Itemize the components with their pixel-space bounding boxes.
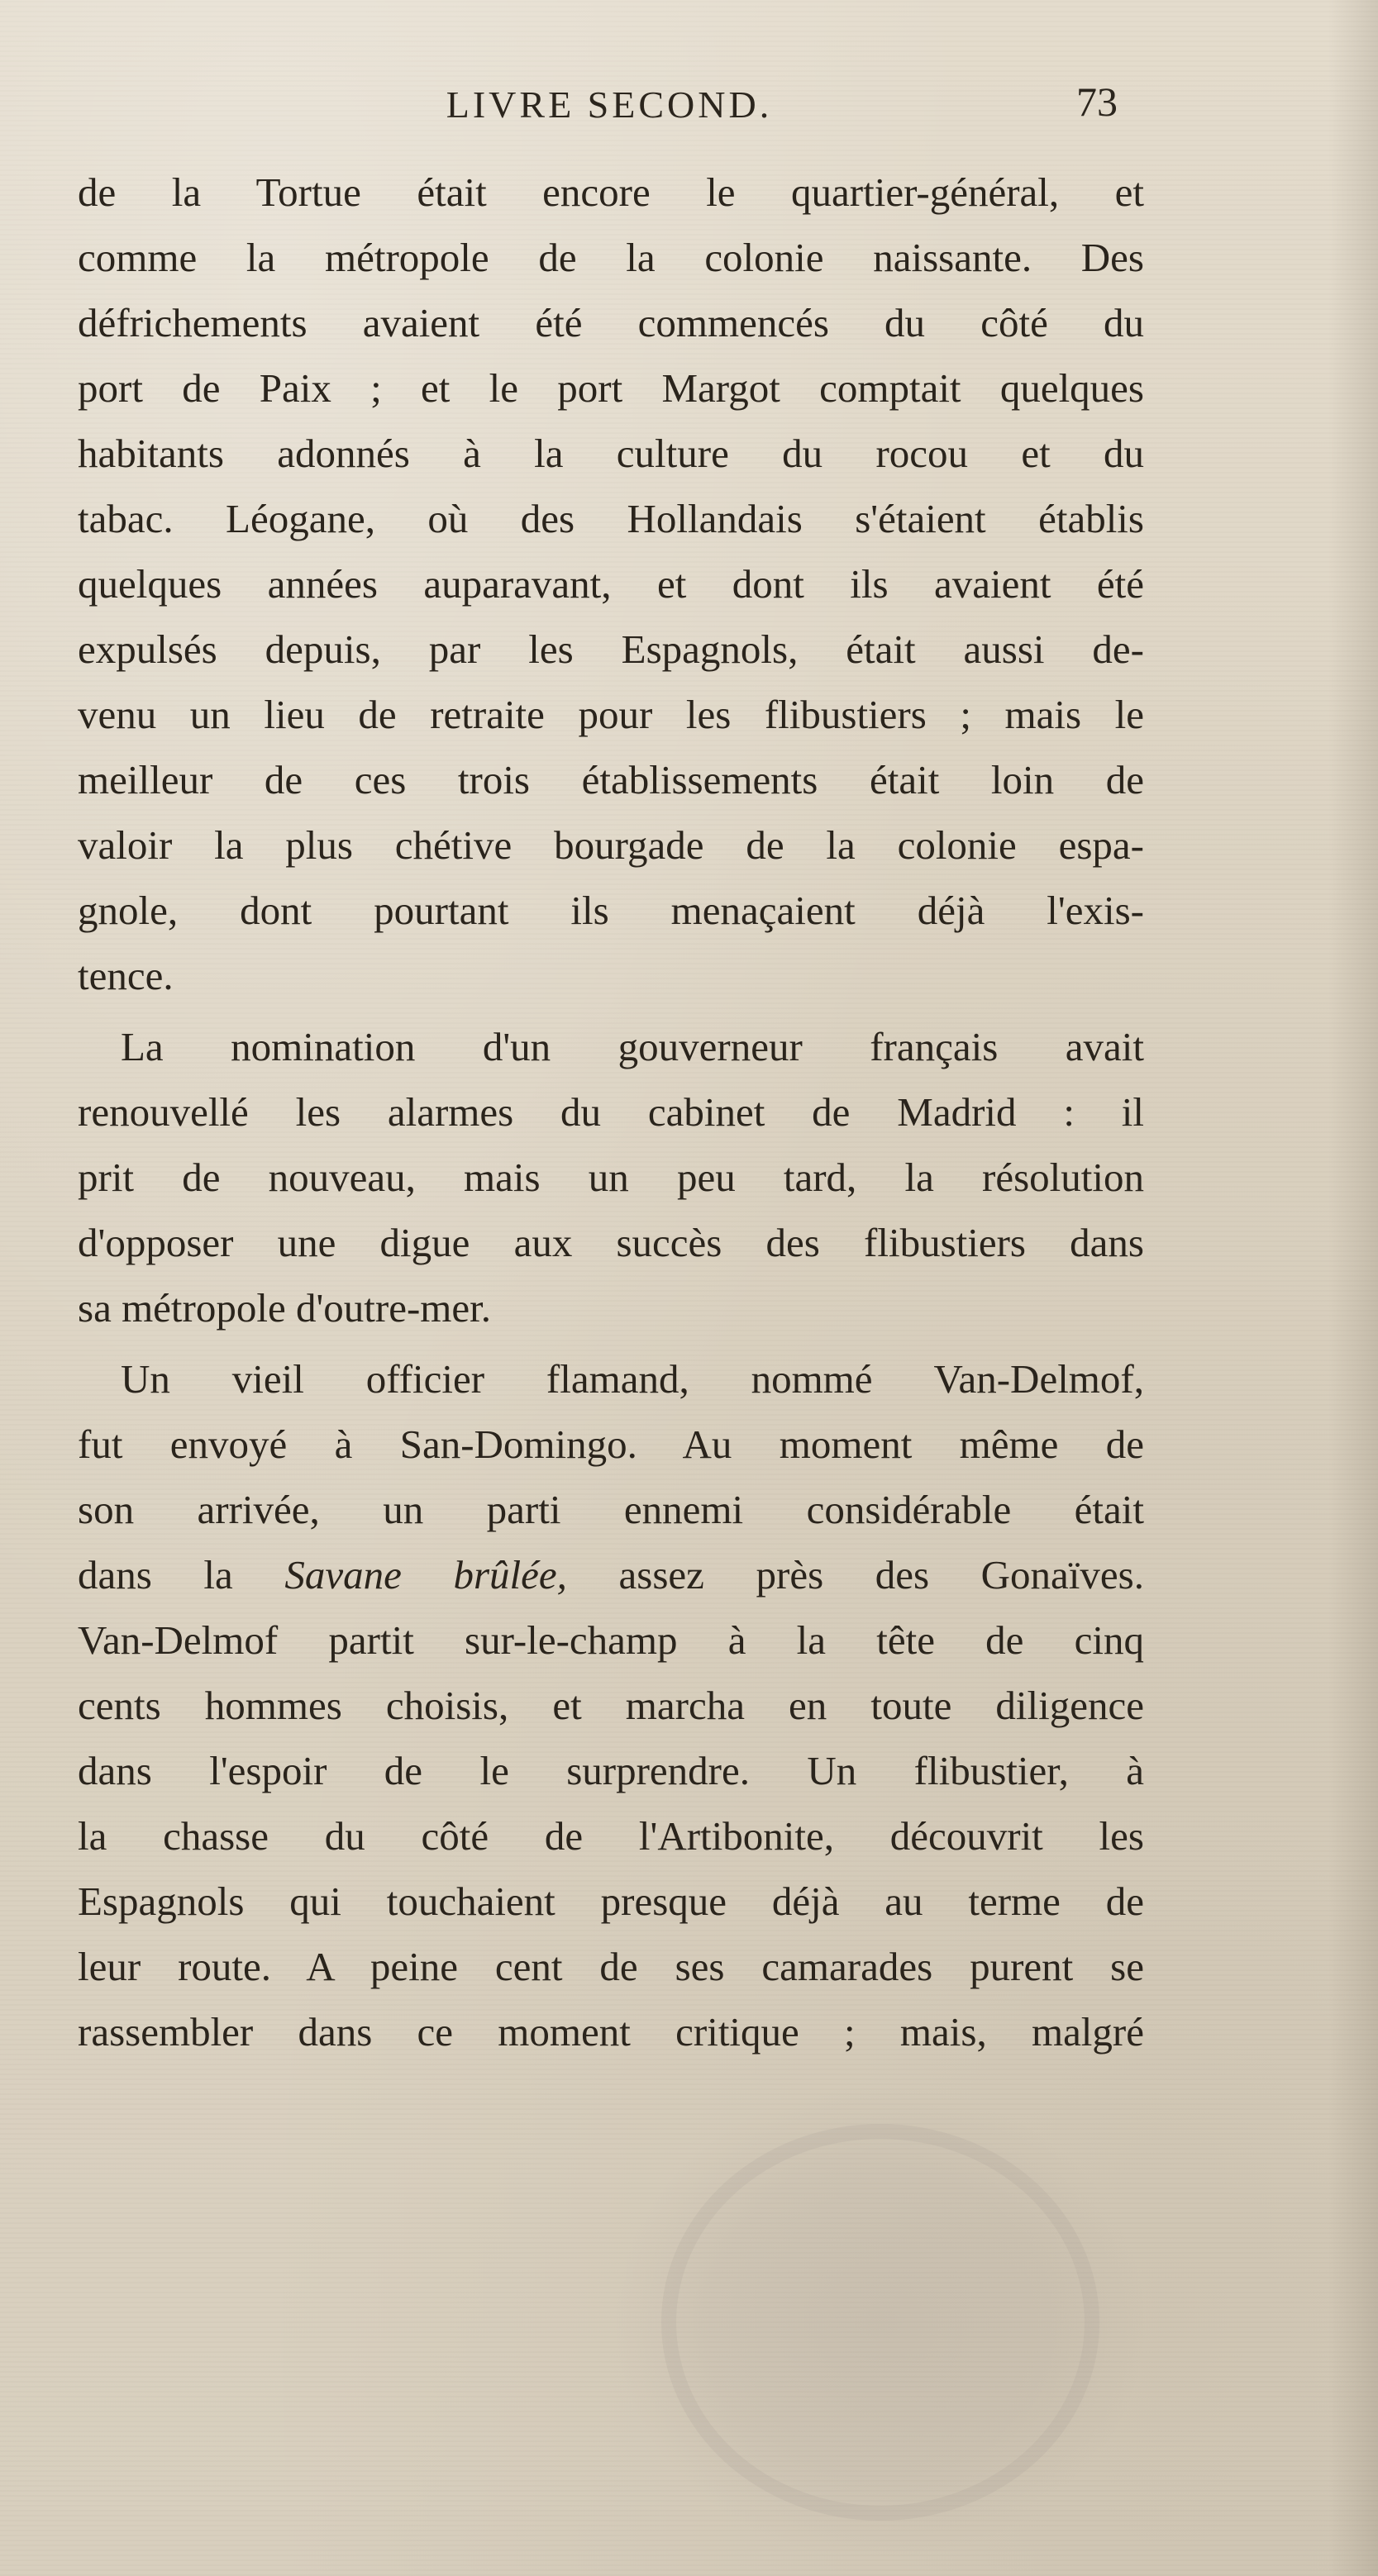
italic-place-name: Savane brûlée, bbox=[284, 1552, 567, 1598]
text-line: renouvellé les alarmes du cabinet de Madrid : il bbox=[78, 1089, 1144, 1135]
paragraph-3 bbox=[78, 1346, 1144, 2064]
text-fragment: dans la bbox=[78, 1552, 285, 1598]
text-line: rassembler dans ce moment critique ; mais, malgré bbox=[78, 2009, 1144, 2055]
text-line-with-italic bbox=[78, 1542, 1144, 1607]
page-edge-shadow bbox=[1328, 0, 1378, 2576]
text-line: défrichements avaient été commencés du côté du bbox=[78, 300, 1144, 345]
text-line: gnole, dont pourtant ils menaçaient déjà l'exis- bbox=[78, 888, 1144, 933]
text-line: fut envoyé à San-Domingo. Au moment même de bbox=[78, 1421, 1144, 1467]
library-stamp-bleedthrough bbox=[612, 2083, 1149, 2562]
text-line: tabac. Léogane, où des Hollandais s'étaient établis bbox=[78, 496, 1144, 541]
paragraph-2 bbox=[78, 1014, 1144, 1340]
text-line: tence. bbox=[78, 953, 174, 998]
body-text bbox=[78, 160, 1144, 2070]
text-line: sa métropole d'outre-mer. bbox=[78, 1285, 492, 1331]
text-line: venu un lieu de retraite pour les flibustiers ; mais le bbox=[78, 692, 1144, 737]
text-line: habitants adonnés à la culture du rocou et du bbox=[78, 431, 1144, 476]
text-fragment: assez près des Gonaïves. bbox=[566, 1552, 1144, 1598]
text-line: prit de nouveau, mais un peu tard, la résolution bbox=[78, 1155, 1144, 1200]
text-line: La nomination d'un gouverneur français avait bbox=[121, 1024, 1144, 1069]
page-header bbox=[76, 79, 1142, 149]
text-line: Van-Delmof partit sur-le-champ à la tête de cinq bbox=[78, 1617, 1144, 1663]
paragraph-1 bbox=[78, 160, 1144, 1008]
text-line: quelques années auparavant, et dont ils avaient été bbox=[78, 561, 1144, 607]
text-line: meilleur de ces trois établissements était loin de bbox=[78, 757, 1144, 802]
text-line: cents hommes choisis, et marcha en toute diligence bbox=[78, 1683, 1144, 1728]
text-line: valoir la plus chétive bourgade de la colonie espa- bbox=[78, 822, 1144, 868]
text-line: expulsés depuis, par les Espagnols, était aussi de- bbox=[78, 626, 1144, 672]
text-line: leur route. A peine cent de ses camarades purent se bbox=[78, 1944, 1144, 1989]
text-line: Espagnols qui touchaient presque déjà au terme de bbox=[78, 1878, 1144, 1924]
text-line: son arrivée, un parti ennemi considérable était bbox=[78, 1487, 1144, 1532]
text-line: port de Paix ; et le port Margot comptait quelques bbox=[78, 365, 1144, 411]
text-line: Un vieil officier flamand, nommé Van-Delmof, bbox=[121, 1356, 1144, 1402]
page-number: 73 bbox=[1076, 79, 1118, 125]
text-line: la chasse du côté de l'Artibonite, découvrit les bbox=[78, 1813, 1144, 1859]
text-line: dans l'espoir de le surprendre. Un flibustier, à bbox=[78, 1748, 1144, 1793]
text-line: de la Tortue était encore le quartier-général, et bbox=[78, 169, 1144, 215]
running-head: LIVRE SECOND. bbox=[446, 83, 773, 126]
text-line: comme la métropole de la colonie naissante. Des bbox=[78, 235, 1144, 280]
stamp-ring bbox=[661, 2124, 1099, 2521]
text-line: d'opposer une digue aux succès des flibustiers dans bbox=[78, 1220, 1144, 1265]
